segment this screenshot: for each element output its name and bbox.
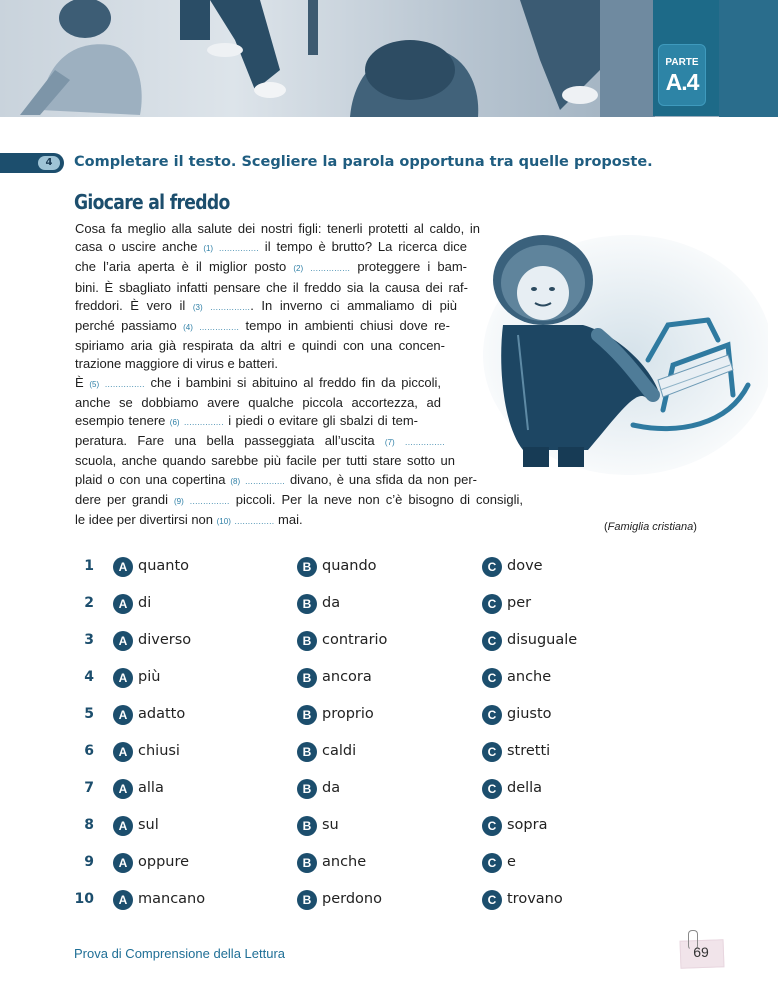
blank-number: (1) [203,244,214,254]
option-c-text: della [507,780,543,796]
option-a-badge: A [113,668,133,688]
option-a-badge: A [113,816,133,836]
option-row [0,885,778,915]
option-b-text: quando [322,558,377,574]
text-line: dere per grandi (9) ............... piccoli. Per la neve non c’è bisogno di consigli, [75,491,523,507]
blank-3[interactable]: ............... [210,301,251,312]
option-c-text: e [507,854,516,870]
option-c-badge: C [482,594,502,614]
question-number: 1 [84,558,94,574]
blank-5[interactable]: ............... [104,378,145,389]
question-number: 3 [84,632,94,648]
option-c-text: dove [507,558,543,574]
blank-number: (5) [89,379,100,389]
option-c-text: sopra [507,817,548,833]
option-c-badge: C [482,631,502,651]
text-line: peratura. Fare una bella passeggiata all’uscita (7) ............... [75,433,445,449]
option-a-text: mancano [138,891,206,907]
option-c-badge: C [482,742,502,762]
option-b-text: perdono [322,891,382,907]
question-number: 4 [84,669,94,685]
blank-10[interactable]: ............... [234,516,275,527]
option-row [0,737,778,767]
option-a-badge: A [113,779,133,799]
option-row [0,848,778,878]
option-row [0,774,778,804]
blank-6[interactable]: ............... [183,417,224,428]
option-b-text: anche [322,854,367,870]
text-line: trazione maggiore di virus e batteri. [75,356,279,372]
option-row [0,700,778,730]
option-row [0,626,778,656]
option-c-badge: C [482,668,502,688]
option-a-text: sul [138,817,159,833]
question-number: 10 [74,891,94,907]
option-b-badge: B [297,631,317,651]
article-text [75,220,525,531]
option-a-text: quanto [138,558,190,574]
blank-2[interactable]: ............... [310,263,351,274]
blank-4[interactable]: ............... [199,322,240,333]
text-line: bini. È sbagliato infatti pensare che il freddo sia la causa dei raf- [75,279,468,295]
option-a-badge: A [113,557,133,577]
option-c-text: disuguale [507,632,578,648]
blank-number: (6) [169,418,180,428]
part-label: PARTE [665,57,699,68]
option-c-text: anche [507,669,552,685]
option-c-badge: C [482,853,502,873]
option-b-badge: B [297,594,317,614]
question-number: 9 [84,854,94,870]
blank-number: (2) [293,264,304,274]
blank-9[interactable]: ............... [189,495,230,506]
option-c-text: giusto [507,706,552,722]
option-b-text: caldi [322,743,357,759]
text-line: È (5) ............... che i bambini si abituino al freddo fin da piccoli, [75,374,441,390]
blank-number: (3) [192,302,203,312]
article-title: Giocare al freddo [74,190,230,214]
blank-number: (4) [183,323,193,333]
blank-number: (7) [384,438,395,448]
option-c-text: trovano [507,891,563,907]
option-c-badge: C [482,890,502,910]
option-a-badge: A [113,705,133,725]
option-a-badge: A [113,853,133,873]
option-c-badge: C [482,779,502,799]
option-a-text: oppure [138,854,190,870]
text-line: anche se dobbiamo avere qualche piccola accortezza, ad [75,394,441,410]
option-b-badge: B [297,853,317,873]
option-a-text: diverso [138,632,192,648]
option-b-text: su [322,817,339,833]
text-line: che l’aria aperta è il miglior posto (2) ............... proteggere i bam- [75,259,467,275]
option-b-badge: B [297,816,317,836]
question-number: 2 [84,595,94,611]
option-b-badge: B [297,742,317,762]
text-line: le idee per divertirsi non (10) ............... mai. [75,512,303,528]
question-number: 6 [84,743,94,759]
part-number: A.4 [665,69,699,95]
option-a-text: adatto [138,706,186,722]
option-b-text: ancora [322,669,372,685]
option-a-text: più [138,669,161,685]
option-c-badge: C [482,816,502,836]
option-c-text: stretti [507,743,551,759]
option-b-badge: B [297,668,317,688]
option-b-text: da [322,595,341,611]
text-line: Cosa fa meglio alla salute dei nostri figli: tenerli protetti al caldo, in [75,221,480,236]
blank-number: (9) [173,496,184,506]
question-number: 8 [84,817,94,833]
option-a-text: alla [138,780,164,796]
option-a-text: di [138,595,152,611]
page-number: 69 [693,944,709,960]
footer-label: Prova di Comprensione della Lettura [74,946,286,961]
option-a-text: chiusi [138,743,180,759]
option-b-badge: B [297,779,317,799]
question-number: 5 [84,706,94,722]
blank-number: (8) [230,476,241,486]
text-line: plaid o con una copertina (8) ............... divano, è una sfida da non per- [75,471,477,487]
option-b-badge: B [297,705,317,725]
option-c-text: per [507,595,532,611]
option-b-text: da [322,780,341,796]
option-c-badge: C [482,557,502,577]
option-b-badge: B [297,557,317,577]
text-line: casa o uscire anche (1) ............... il tempo è brutto? La ricerca dice [75,239,467,255]
part-badge [658,44,706,106]
option-b-badge: B [297,890,317,910]
option-row [0,663,778,693]
blank-1[interactable]: ............... [218,243,259,254]
text-line: freddori. È vero il (3) ................ In inverno ci ammaliamo di più [75,297,457,313]
option-row [0,811,778,841]
child-with-sled-photo [478,225,768,475]
exercise-number: 4 [38,156,60,170]
text-line: scuola, anche quando sarebbe più facile per tutti stare sotto un [75,453,455,469]
text-line: spiriamo aria già respirata da altri e quindi con una concen- [75,338,445,354]
source-citation: (Famiglia cristiana) [604,521,697,533]
blank-8[interactable]: ............... [245,475,286,486]
option-a-badge: A [113,742,133,762]
option-a-badge: A [113,890,133,910]
option-a-badge: A [113,631,133,651]
option-a-badge: A [113,594,133,614]
option-row [0,552,778,582]
option-b-text: contrario [322,632,388,648]
blank-number: (10) [216,517,231,527]
question-number: 7 [84,780,94,796]
text-line: perché passiamo (4) ............... tempo in ambienti chiusi dove re- [75,318,450,334]
option-row [0,589,778,619]
option-b-text: proprio [322,706,374,722]
option-c-badge: C [482,705,502,725]
exercise-instruction: Completare il testo. Scegliere la parola opportuna tra quelle proposte. [74,154,653,170]
text-line: esempio tenere (6) ............... i piedi o evitare gli sbalzi di tem- [75,413,418,429]
blank-7[interactable]: ............... [405,437,445,448]
